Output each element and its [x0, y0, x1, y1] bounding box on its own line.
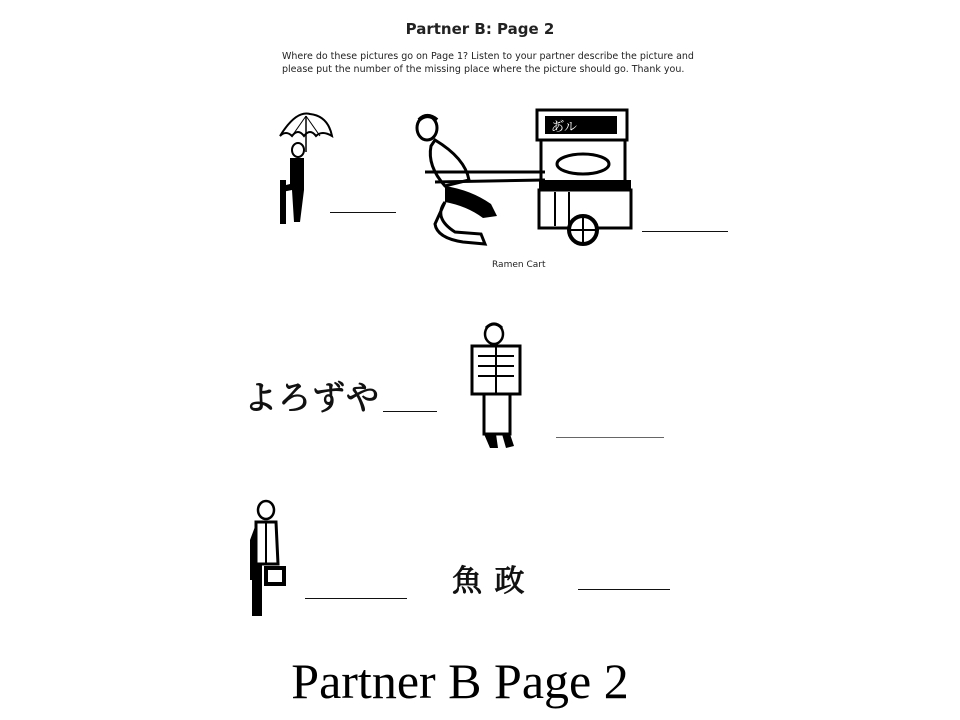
ramen-cart-picture: [405, 106, 633, 246]
slide-title: Partner B Page 2: [291, 653, 629, 709]
worksheet-heading: Partner B: Page 2: [405, 20, 555, 38]
answer-blank-ramen-cart[interactable]: [642, 231, 728, 232]
ramen-cart-caption: Ramen Cart: [492, 260, 546, 270]
worksheet-instructions: [282, 50, 702, 76]
businessman-picture: [246, 500, 288, 620]
answer-blank-umbrella[interactable]: [330, 212, 396, 213]
instruction-line-1: Where do these pictures go on Page 1? Listen to your partner describe the picture and: [282, 51, 694, 62]
fish-shop-sign-picture: 魚 政: [452, 564, 526, 599]
answer-blank-fish-shop[interactable]: [578, 589, 670, 590]
instruction-line-2: please put the number of the missing place where the picture should go. Thank you.: [282, 64, 685, 75]
answer-blank-newspaper[interactable]: [556, 437, 664, 438]
umbrella-man-picture: [276, 110, 336, 228]
answer-blank-businessman[interactable]: [305, 598, 407, 599]
newspaper-reader-picture: [468, 322, 524, 452]
yorozuya-sign-picture: よろずや: [244, 378, 380, 417]
svg-text:あ゙ル: あ゙ル: [551, 120, 578, 135]
answer-blank-yorozuya[interactable]: [383, 411, 437, 412]
